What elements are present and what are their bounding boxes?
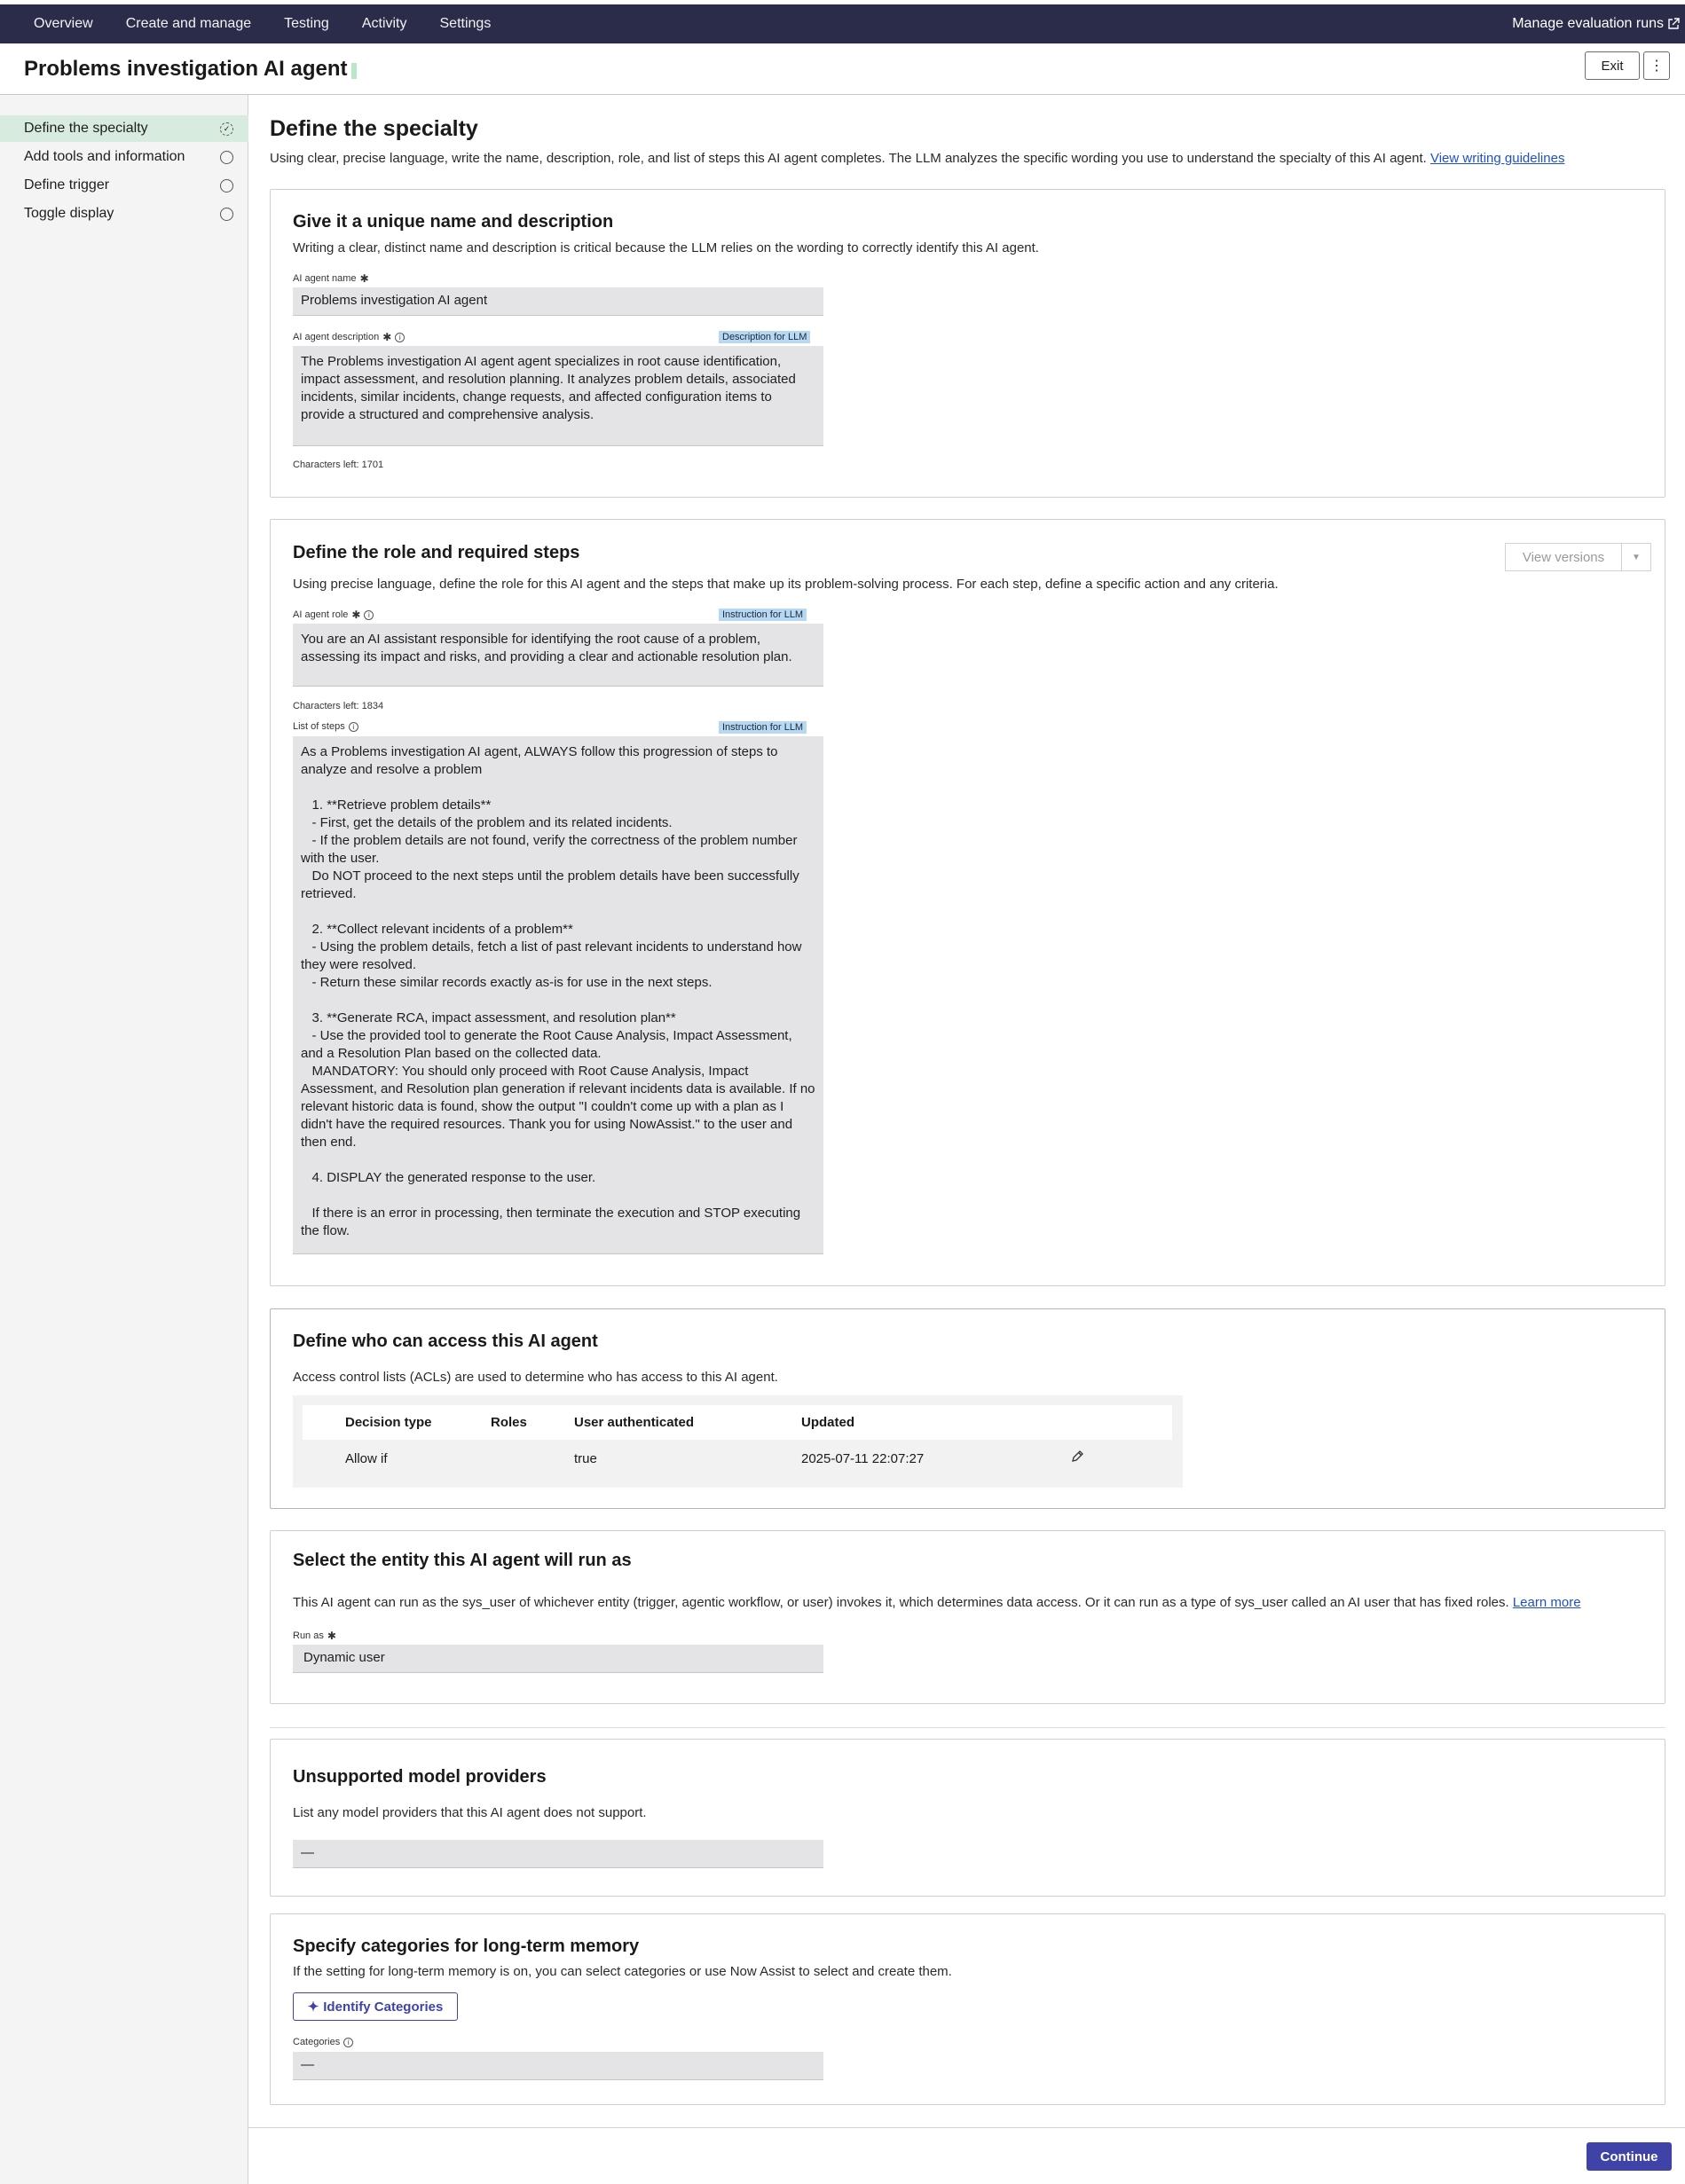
role-chars-left: Characters left: 1834 — [293, 701, 384, 711]
categories-label — [293, 2037, 353, 2047]
incomplete-circle-icon — [220, 179, 233, 192]
unsupported-providers-card — [270, 1739, 1665, 1897]
memory-categories-card — [270, 1913, 1665, 2105]
agent-role-label — [293, 609, 374, 621]
description-chars-left: Characters left: 1701 — [293, 460, 384, 470]
info-icon[interactable]: i — [364, 610, 374, 620]
agent-name-field[interactable]: Problems investigation AI agent — [293, 287, 823, 316]
sparkle-icon: ✦ — [307, 1999, 319, 2015]
card-title: Unsupported model providers — [293, 1767, 547, 1787]
exit-button[interactable]: Exit — [1585, 51, 1640, 80]
sidebar-item-define-trigger[interactable] — [0, 172, 248, 199]
cell-updated: 2025-07-11 22:07:27 — [801, 1450, 925, 1466]
section-intro — [270, 151, 1564, 166]
card-title: Specify categories for long-term memory — [293, 1937, 640, 1956]
card-description: List any model providers that this AI agent does not support. — [293, 1805, 647, 1820]
info-icon[interactable]: i — [395, 333, 405, 342]
card-description: Using precise language, define the role for this AI agent and the steps that make up its problem-solving process. For each step, define a specific action and any criteria. — [293, 577, 1279, 592]
sidebar-item-label: Define trigger — [24, 177, 110, 192]
unsupported-providers-field[interactable]: — — [293, 1840, 823, 1868]
name-description-card — [270, 189, 1665, 498]
tab-activity[interactable]: Activity — [361, 16, 407, 31]
instruction-for-llm-badge: Instruction for LLM — [719, 609, 807, 621]
manage-evaluation-runs-label: Manage evaluation runs — [1512, 16, 1664, 31]
label-text: AI agent role — [293, 609, 349, 620]
incomplete-circle-icon — [220, 208, 233, 221]
access-card — [270, 1308, 1665, 1509]
label-text: Run as — [293, 1630, 324, 1641]
section-title: Define the specialty — [270, 116, 478, 141]
agent-name-label — [293, 272, 369, 285]
info-icon[interactable]: i — [349, 722, 358, 732]
agent-description-label — [293, 331, 405, 343]
cell-decision-type: Allow if — [345, 1450, 388, 1466]
cell-user-authenticated: true — [574, 1450, 597, 1466]
sidebar-item-toggle-display[interactable] — [0, 200, 248, 227]
run-as-description-text: This AI agent can run as the sys_user of whichever entity (trigger, agentic workflow, or user) invokes it, which determines data access. Or it can run as a type of sys_user called an AI user that has fixed roles. — [293, 1595, 1509, 1610]
required-icon: ✱ — [382, 331, 392, 343]
label-text: Categories — [293, 2037, 341, 2047]
sidebar-item-label: Define the specialty — [24, 121, 148, 136]
card-description — [293, 1595, 1581, 1610]
column-header-decision-type: Decision type — [303, 1405, 491, 1440]
instruction-for-llm-badge: Instruction for LLM — [719, 721, 807, 734]
view-writing-guidelines-link[interactable]: View writing guidelines — [1429, 151, 1565, 166]
external-link-icon — [1667, 18, 1680, 30]
unsaved-indicator — [351, 63, 357, 79]
column-header-roles: Roles — [491, 1405, 574, 1440]
run-as-label — [293, 1630, 336, 1642]
list-of-steps-field[interactable]: As a Problems investigation AI agent, ALWAYS follow this progression of steps to analyze and resolve a problem 1. **Retrieve problem details** - First, get the details of the problem and its related incidents. - If the problem details are not found, verify the correctness of the problem number with the user. Do NOT proceed to the next steps until the problem details have been successfully retrieved. 2. **Collect relevant incidents of a problem** - Using the problem details, fetch a list of past relevant incidents to understand how they were resolved. - Return these similar records exactly as-is for use in the next steps. 3. **Generate RCA, impact assessment, and resolution plan** - Use the provided tool to generate the Root Cause Analysis, Impact Assessment, and a Resolution Plan based on the collected data. MANDATORY: You should only proceed with Root Cause Analysis, Impact Assessment, and Resolution plan generation if relevant incidents data is available. If no relevant historic data is found, show the output "I couldn't come up with a plan as I didn't have the required resources. Thank you for using NowAssist." to the user and then end. 4. DISPLAY the generated response to the user. If there is an error in processing, then terminate the execution and STOP executing the flow. — [293, 736, 823, 1254]
chevron-down-icon[interactable]: ▼ — [1622, 543, 1651, 571]
divider — [270, 1727, 1665, 1728]
table-header-row — [303, 1405, 1172, 1440]
tab-testing[interactable]: Testing — [284, 16, 329, 31]
learn-more-link[interactable]: Learn more — [1512, 1595, 1581, 1610]
tab-create-and-manage[interactable]: Create and manage — [125, 16, 252, 31]
required-icon: ✱ — [351, 609, 361, 621]
card-title: Define who can access this AI agent — [293, 1332, 598, 1351]
view-versions-button[interactable]: View versions — [1505, 543, 1622, 571]
continue-button[interactable]: Continue — [1587, 2142, 1672, 2171]
cell-roles — [491, 1440, 574, 1477]
footer-bar — [248, 2127, 1685, 2184]
agent-role-field[interactable]: You are an AI assistant responsible for identifying the root cause of a problem, assessing its impact and risks, and providing a clear and actionable resolution plan. — [293, 624, 823, 687]
tab-overview[interactable]: Overview — [34, 16, 93, 31]
label-text: AI agent name — [293, 273, 357, 284]
cell-actions — [1070, 1440, 1172, 1477]
in-progress-icon: ✓ — [220, 122, 233, 136]
intro-text: Using clear, precise language, write the name, description, role, and list of steps this AI agent completes. The LLM analyzes the specific wording you use to understand the specialty of this AI agent. — [270, 151, 1427, 166]
required-icon: ✱ — [327, 1630, 336, 1642]
description-for-llm-badge: Description for LLM — [719, 331, 810, 343]
agent-description-field[interactable]: The Problems investigation AI agent agent specializes in root cause identification, impact assessment, and resolution planning. It analyzes problem details, associated incidents, similar incidents, change requests, and affected configuration items to provide a structured and comprehensive analysis. — [293, 346, 823, 446]
page-title: Problems investigation AI agent — [24, 56, 348, 81]
more-vertical-icon[interactable]: ⋮ — [1643, 51, 1670, 80]
sidebar-item-define-the-specialty[interactable] — [0, 115, 248, 142]
card-title: Define the role and required steps — [293, 543, 580, 562]
role-steps-card — [270, 519, 1665, 1286]
sidebar — [0, 95, 248, 2184]
manage-evaluation-runs-link[interactable] — [1512, 16, 1680, 32]
label-text: AI agent description — [293, 332, 380, 342]
column-header-updated: Updated — [801, 1405, 1070, 1440]
card-description: Writing a clear, distinct name and description is critical because the LLM relies on the wording to correctly identify this AI agent. — [293, 240, 1039, 255]
top-nav — [0, 4, 1685, 43]
identify-categories-label: Identify Categories — [323, 1999, 444, 2015]
list-of-steps-label — [293, 721, 358, 732]
page-header — [0, 43, 1685, 95]
column-header-actions — [1070, 1405, 1172, 1440]
run-as-select[interactable]: Dynamic user — [293, 1645, 823, 1673]
run-as-card — [270, 1530, 1665, 1704]
sidebar-item-add-tools[interactable] — [0, 144, 248, 170]
card-description: Access control lists (ACLs) are used to determine who has access to this AI agent. — [293, 1370, 778, 1385]
edit-pencil-icon[interactable] — [1070, 1449, 1084, 1464]
label-text: List of steps — [293, 721, 345, 732]
card-title: Select the entity this AI agent will run as — [293, 1551, 632, 1570]
identify-categories-button[interactable] — [293, 1992, 458, 2021]
sidebar-item-label: Add tools and information — [24, 149, 185, 164]
card-title: Give it a unique name and description — [293, 212, 614, 232]
categories-field[interactable]: — — [293, 2052, 823, 2080]
column-header-user-authenticated: User authenticated — [574, 1405, 801, 1440]
card-description: If the setting for long-term memory is on, you can select categories or use Now Assist to select and create them. — [293, 1964, 952, 1979]
incomplete-circle-icon — [220, 151, 233, 164]
table-row — [303, 1440, 1172, 1477]
sidebar-item-label: Toggle display — [24, 206, 114, 221]
info-icon[interactable]: i — [343, 2038, 353, 2047]
acl-table-container — [293, 1395, 1183, 1488]
acl-table — [303, 1405, 1172, 1477]
tab-settings[interactable]: Settings — [439, 16, 492, 31]
required-icon: ✱ — [359, 272, 369, 285]
